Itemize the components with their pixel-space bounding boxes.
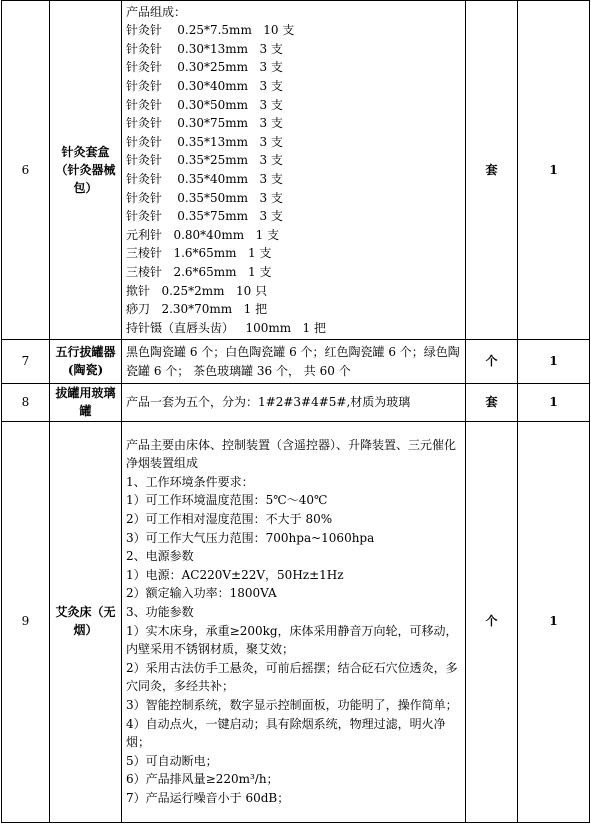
unit: 个 xyxy=(466,421,518,822)
product-description: 产品主要由床体、控制装置（含遥控器）、升降装置、三元催化净烟装置组成 1、工作环境条件要求： 1）可工作环境温度范围：5℃～40℃ 2）可工作相对湿度范围：不大于 80% 3）可工作大气压力范围：700hpa~1060hpa 2、电源参数 1）电源：AC220V±22V，50Hz±1Hz 2）额定输入功率：1800VA 3、功能参数 1）实木床身，承重≥200kg，床体采用静音万向轮，可移动，内壁采用不锈钢材质，聚艾效； 2）采用古法仿手工悬灸，可前后摇摆；结合砭石穴位透灸，多穴同灸，多经共补； 3）智能控制系统，数字显示控制面板，功能明了，操作简单； 4）自动点火，一键启动；具有除烟系统，物理过滤，明火净烟； 5）可自动断电； 6）产品排风量≥220m³/h； 7）产品运行噪音小于 60dB； xyxy=(122,421,466,822)
quantity: 1 xyxy=(518,421,590,822)
quantity: 1 xyxy=(518,1,590,340)
unit: 个 xyxy=(466,340,518,384)
product-description: 黑色陶瓷罐 6 个；白色陶瓷罐 6 个；红色陶瓷罐 6 个；绿色陶瓷罐 6 个； 茶色玻璃罐 36 个， 共 60 个 xyxy=(122,340,466,384)
product-name: 五行拔罐器(陶瓷) xyxy=(50,340,122,384)
unit: 套 xyxy=(466,1,518,340)
table-row xyxy=(2,384,590,422)
table-row xyxy=(2,340,590,384)
product-name: 艾灸床（无烟） xyxy=(50,421,122,822)
unit: 套 xyxy=(466,384,518,422)
spec-table xyxy=(1,0,590,823)
product-description: 产品组成： 针灸针 0.25*7.5mm 10 支 针灸针 0.30*13mm 3 支 针灸针 0.30*25mm 3 支 针灸针 0.30*40mm 3 支 针灸针 0.30*50mm 3 支 针灸针 0.30*75mm 3 支 针灸针 0.35*13mm 3 支 针灸针 0.35*25mm 3 支 针灸针 0.35*40mm 3 支 针灸针 0.35*50mm 3 支 针灸针 0.35*75mm 3 支 元利针 0.80*40mm 1 支 三棱针 1.6*65mm 1 支 三棱针 2.6*65mm 1 支 揿针 0.25*2mm 10 只 痧刀 2.30*70mm 1 把 持针镊（直唇头齿） 100mm 1 把 xyxy=(122,1,466,340)
table-row xyxy=(2,1,590,340)
row-number: 9 xyxy=(2,421,50,822)
quantity: 1 xyxy=(518,340,590,384)
table-row xyxy=(2,421,590,822)
product-name: 拔罐用玻璃罐 xyxy=(50,384,122,422)
quantity: 1 xyxy=(518,384,590,422)
row-number: 8 xyxy=(2,384,50,422)
row-number: 6 xyxy=(2,1,50,340)
product-description: 产品一套为五个，分为：1#2#3#4#5#,材质为玻璃 xyxy=(122,384,466,422)
row-number: 7 xyxy=(2,340,50,384)
product-name: 针灸套盒（针灸器械包） xyxy=(50,1,122,340)
